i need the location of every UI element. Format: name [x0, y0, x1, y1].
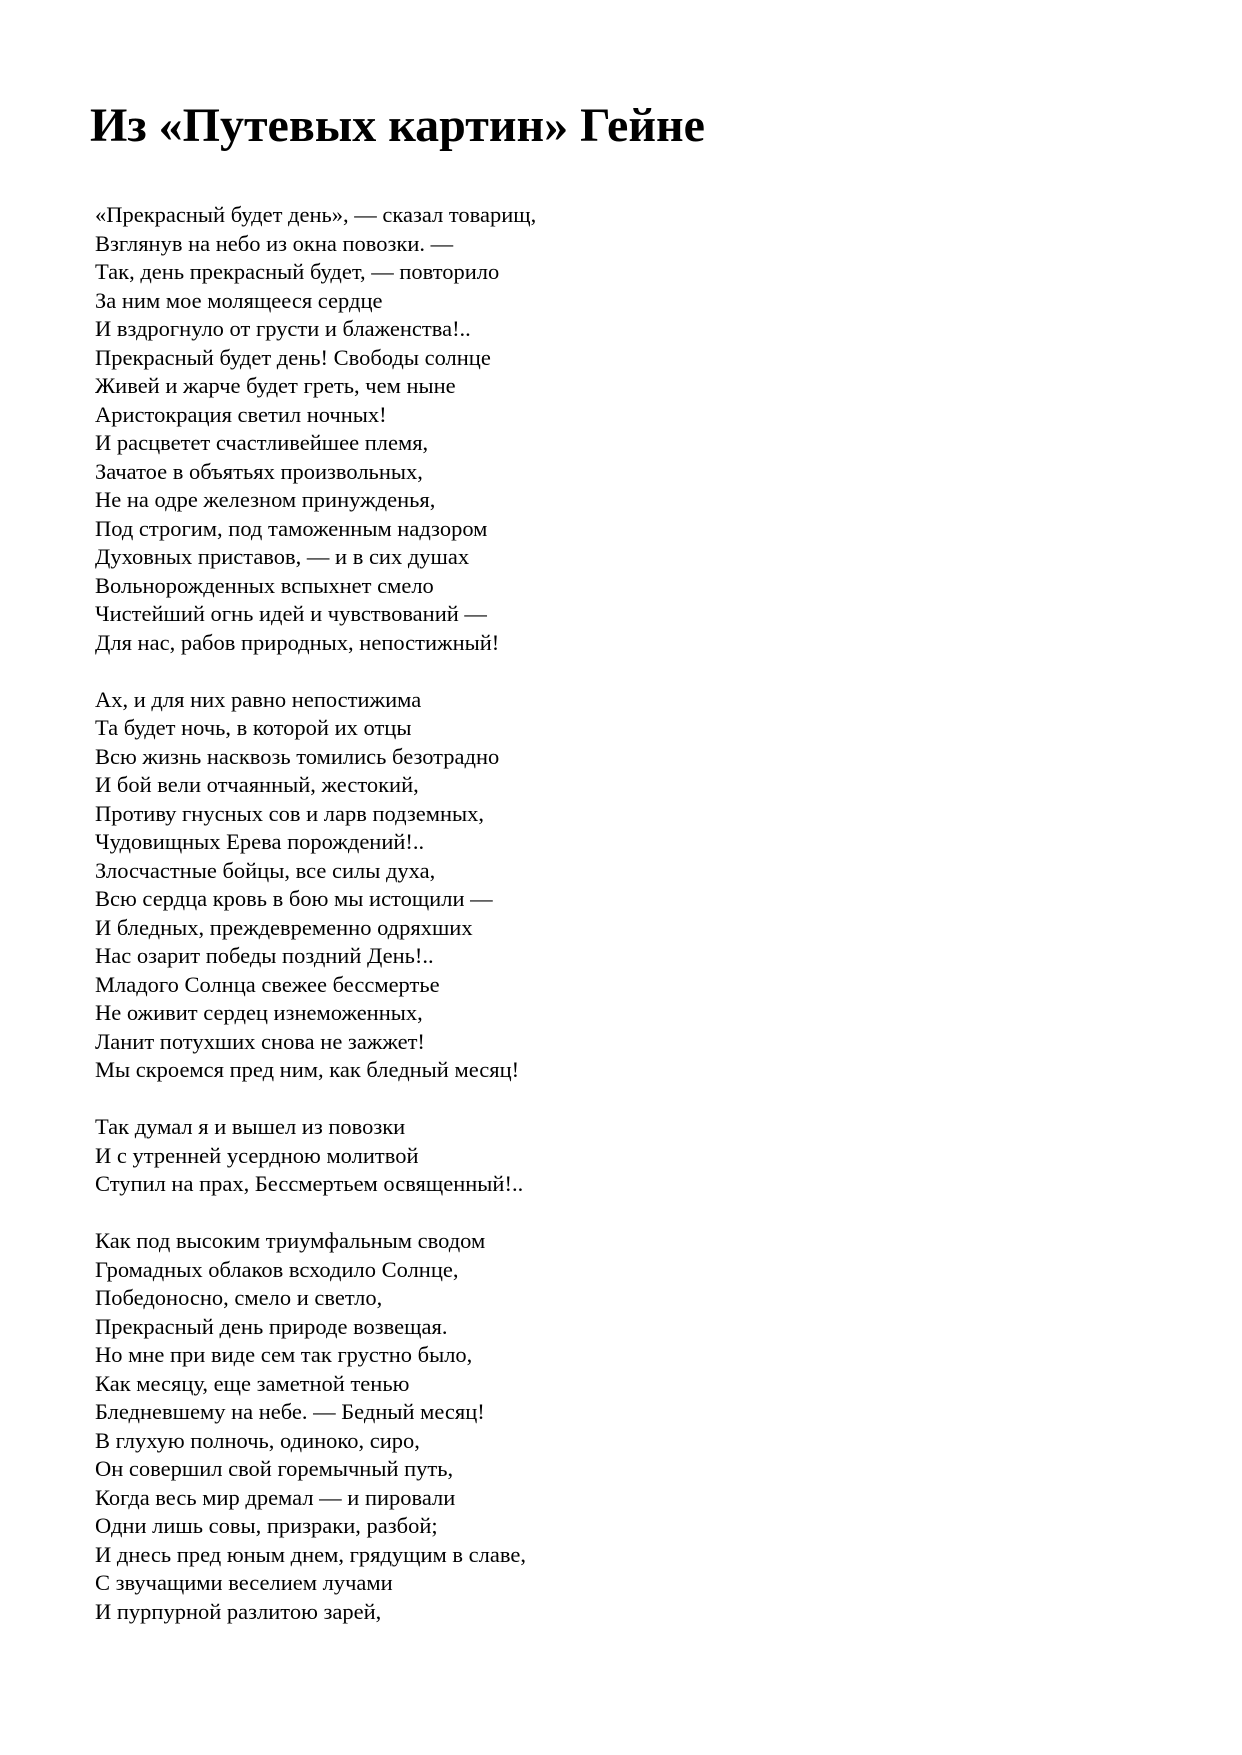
poem-line: Ланит потухших снова не зажжет! [95, 1028, 425, 1054]
poem-line: И днесь пред юным днем, грядущим в славе, [95, 1541, 526, 1567]
poem-line: Всю жизнь насквозь томились безотрадно [95, 743, 500, 769]
poem-body [95, 201, 1195, 1655]
poem-line: И вздрогнуло от грусти и блаженства!.. [95, 316, 471, 341]
poem-line: Прекрасный будет день! Свободы солнце [95, 344, 491, 370]
poem-line: И бледных, преждевременно одряхших [95, 914, 473, 940]
poem-line: Не на одре железном принужденья, [95, 487, 436, 512]
poem-line: Ступил на прах, Бессмертьем освященный!.. [95, 1171, 524, 1196]
poem-line: Чудовищных Ерева порождений!.. [95, 829, 425, 854]
poem-line: Победоносно, смело и светло, [95, 1285, 383, 1310]
poem-line: Так, день прекрасный будет, — повторило [95, 259, 500, 284]
poem-line: Он совершил свой горемычный путь, [95, 1456, 454, 1481]
poem-line: Так думал я и вышел из повозки [95, 1114, 406, 1139]
poem-line: Противу гнусных сов и ларв подземных, [95, 800, 484, 826]
poem-line: Младого Солнца свежее бессмертье [95, 971, 440, 997]
poem-line: За ним мое молящееся сердце [95, 287, 383, 313]
poem-title: Из «Путевых картин» Гейне [90, 99, 705, 152]
poem-line: И бой вели отчаянный, жестокий, [95, 772, 419, 797]
poem-line: Нас озарит победы поздний День!.. [95, 943, 434, 968]
poem-line: Взглянув на небо из окна повозки. — [95, 230, 454, 256]
poem-line: Когда весь мир дремал — и пировали [95, 1484, 456, 1510]
poem-line: Духовных приставов, — и в сих душах [95, 544, 470, 569]
poem-line: Всю сердца кровь в бою мы истощили — [95, 886, 493, 911]
stanza-3 [95, 1113, 1195, 1199]
stanza-1 [95, 201, 1195, 657]
poem-line: Не оживит сердец изнеможенных, [95, 1000, 423, 1025]
poem-line: Громадных облаков всходило Солнце, [95, 1256, 459, 1282]
poem-line: Чистейший огнь идей и чувствований — [95, 601, 487, 626]
poem-line: Аристокрация светил ночных! [95, 401, 387, 427]
poem-line: Та будет ночь, в которой их отцы [95, 715, 412, 740]
poem-line: Как под высоким триумфальным сводом [95, 1228, 486, 1253]
poem-line: «Прекрасный будет день», — сказал товарищ, [95, 202, 537, 227]
poem-line: Зачатое в объятьях произвольных, [95, 458, 423, 484]
poem-line: Живей и жарче будет греть, чем ныне [95, 373, 456, 398]
poem-line: В глухую полночь, одиноко, сиро, [95, 1427, 420, 1453]
poem-line: Ах, и для них равно непостижима [95, 686, 422, 712]
poem-line: Злосчастные бойцы, все силы духа, [95, 857, 436, 883]
stanza-4 [95, 1227, 1195, 1626]
poem-line: И расцветет счастливейшее племя, [95, 430, 429, 455]
poem-line: Под строгим, под таможенным надзором [95, 515, 488, 541]
poem-line: Мы скроемся пред ним, как бледный месяц! [95, 1057, 520, 1082]
poem-line: С звучащими веселием лучами [95, 1570, 393, 1595]
poem-line: Вольнорожденных вспыхнет смело [95, 572, 434, 598]
poem-line: И пурпурной разлитою зарей, [95, 1598, 382, 1624]
poem-line: Как месяцу, еще заметной тенью [95, 1370, 410, 1396]
poem-line: Но мне при виде сем так грустно было, [95, 1342, 473, 1367]
poem-line: Прекрасный день природе возвещая. [95, 1313, 448, 1339]
poem-line: Одни лишь совы, призраки, разбой; [95, 1513, 438, 1538]
poem-line: Бледневшему на небе. — Бедный месяц! [95, 1399, 485, 1424]
stanza-2 [95, 686, 1195, 1085]
poem-line: И с утренней усердною молитвой [95, 1142, 419, 1168]
poem-line: Для нас, рабов природных, непостижный! [95, 629, 500, 655]
